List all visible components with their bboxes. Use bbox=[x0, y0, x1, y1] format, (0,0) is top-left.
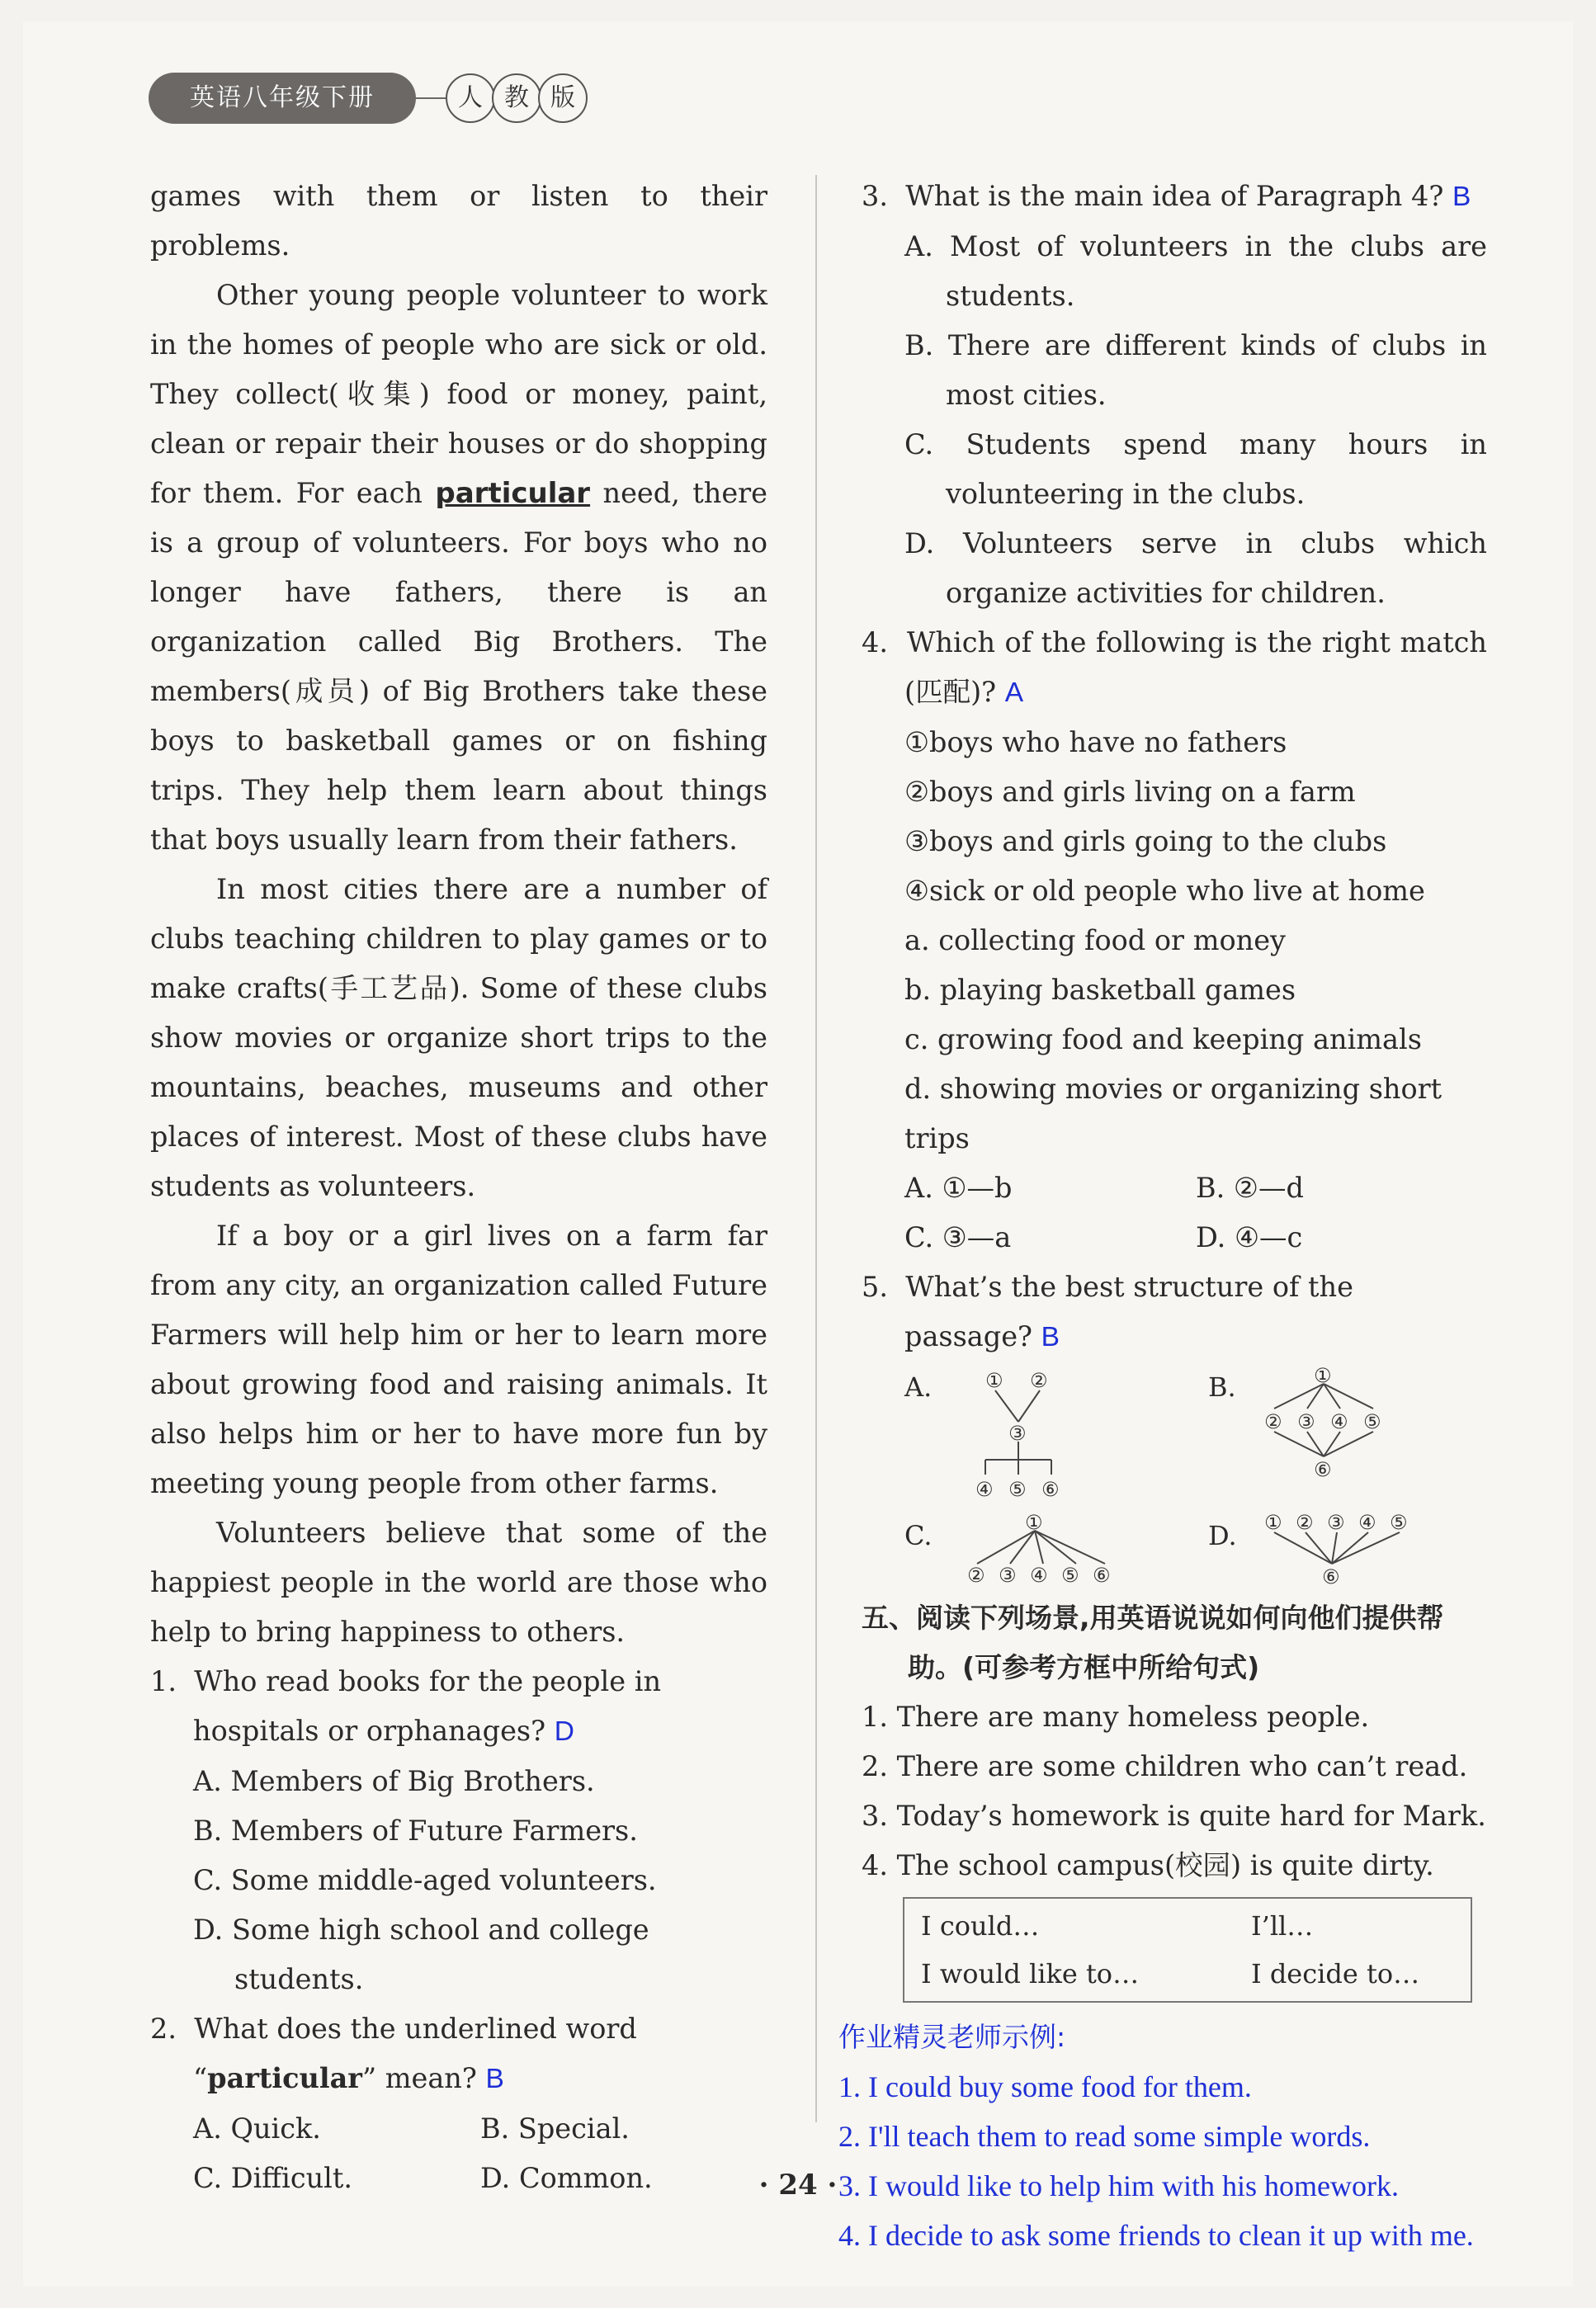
column-divider bbox=[815, 175, 817, 2122]
question-2: 2. What does the underlined word “particular” mean? B bbox=[150, 2013, 637, 2094]
node: ④ bbox=[1330, 1410, 1348, 1433]
structure-diagrams-ab bbox=[862, 1362, 1487, 1511]
node: ① bbox=[1025, 1511, 1043, 1534]
sample-answer-3: 3. I would like to help him with his homework. bbox=[838, 2169, 1399, 2202]
underlined-word: particular bbox=[435, 477, 591, 510]
node: ⑤ bbox=[1363, 1410, 1381, 1433]
question-5: 5. What’s the best structure of the passage? B bbox=[862, 1271, 1353, 1352]
node: ③ bbox=[1297, 1410, 1315, 1433]
q4-item-c: c. growing food and keeping animals bbox=[904, 1023, 1422, 1055]
node: ③ bbox=[999, 1564, 1017, 1587]
q1-option-d: D. Some high school and college students. bbox=[193, 1914, 649, 1995]
node: ② bbox=[1296, 1511, 1314, 1534]
right-column bbox=[838, 172, 1487, 2260]
diagram-label-b: B. bbox=[1208, 1371, 1236, 1403]
sample-answer-2: 2. I'll teach them to read some simple words. bbox=[838, 2120, 1371, 2153]
header bbox=[149, 73, 588, 124]
question-4: 4. Which of the following is the right match (匹配)? A bbox=[862, 626, 1487, 708]
badge-ban: 版 bbox=[538, 73, 588, 123]
node: ⑤ bbox=[1008, 1478, 1027, 1501]
left-column bbox=[150, 172, 767, 2203]
q2-options-row-1: A. Quick. B. Special. bbox=[193, 2112, 630, 2145]
scene-4: 4. The school campus(校园) is quite dirty. bbox=[862, 1849, 1434, 1881]
scene-2: 2. There are some children who can’t read. bbox=[862, 1750, 1468, 1782]
q2-options-row-2: C. Difficult. D. Common. bbox=[193, 2162, 653, 2194]
answer-1: D bbox=[554, 1716, 574, 1747]
q1-option-a: A. Members of Big Brothers. bbox=[193, 1765, 595, 1797]
pattern-3: I would like to… bbox=[921, 1958, 1140, 1989]
diagram-c bbox=[952, 1506, 1117, 1588]
node: ① bbox=[1314, 1364, 1332, 1387]
q4-item-1: ①boys who have no fathers bbox=[904, 726, 1287, 758]
q4-options-row-2: C. ③—a D. ④—c bbox=[904, 1221, 1303, 1253]
sample-answer-4: 4. I decide to ask some friends to clean it up with me. bbox=[838, 2219, 1474, 2252]
node: ③ bbox=[1008, 1422, 1027, 1445]
node: ② bbox=[967, 1564, 985, 1587]
passage-para-4: If a boy or a girl lives on a farm far from any city, an organization called Future Farmers will help him or her to learn more about growing food and raising animals. It also helps him or her to have more fun by meeting young people from other farms. bbox=[150, 1220, 767, 1499]
question-1: 1. Who read books for the people in hospitals or orphanages? D bbox=[150, 1665, 662, 1747]
passage-para-1: games with them or listen to their problems. bbox=[150, 180, 767, 262]
q4-item-b: b. playing basketball games bbox=[904, 974, 1296, 1006]
q3-option-c: C. Students spend many hours in volunteering in the clubs. bbox=[904, 428, 1487, 510]
scene-1: 1. There are many homeless people. bbox=[862, 1701, 1370, 1733]
answer-3: B bbox=[1452, 182, 1471, 212]
structure-diagrams-cd bbox=[862, 1511, 1487, 1593]
passage-para-3: In most cities there are a number of clubs teaching children to play games or to make crafts(手工艺品). Some of these clubs show movies or organize short trips to the mountains, beaches, museums and other places of interest. Most of these clubs have students as volunteers. bbox=[150, 873, 767, 1202]
q4-item-a: a. collecting food or money bbox=[904, 924, 1286, 956]
diagram-a bbox=[961, 1367, 1076, 1508]
passage-para-5: Volunteers believe that some of the happiest people in the world are those who help to bring happiness to others. bbox=[150, 1517, 767, 1648]
node: ② bbox=[1264, 1410, 1282, 1433]
node: ② bbox=[1030, 1369, 1048, 1392]
answer-2: B bbox=[485, 2064, 504, 2094]
sample-title: 作业精灵老师示例: bbox=[838, 2021, 1066, 2053]
node: ⑤ bbox=[1061, 1564, 1079, 1587]
q3-option-b: B. There are different kinds of clubs in most cities. bbox=[904, 329, 1487, 411]
node: ① bbox=[1264, 1511, 1282, 1534]
node: ⑥ bbox=[1041, 1478, 1060, 1501]
diagram-b bbox=[1249, 1362, 1398, 1503]
answer-5: B bbox=[1041, 1322, 1060, 1352]
pattern-1: I could… bbox=[921, 1910, 1040, 1942]
passage-para-2: Other young people volunteer to work in the homes of people who are sick or old. They collect(收集) food or money, paint, clean or repair their houses or do shopping for them. For each particular need, there is a group of volunteers. For boys who no longer have fathers, there is an organization called Big Brothers. The members(成员) of Big Brothers take these boys to basketball games or on fishing trips. They help them learn about things that boys usually learn from their fathers. bbox=[150, 279, 767, 856]
node: ④ bbox=[975, 1478, 994, 1501]
sentence-pattern-box bbox=[903, 1897, 1472, 2003]
node: ⑤ bbox=[1390, 1511, 1408, 1534]
badge-jiao: 教 bbox=[492, 73, 541, 123]
q3-option-a: A. Most of volunteers in the clubs are students. bbox=[904, 230, 1487, 312]
pattern-4: I decide to… bbox=[1251, 1958, 1420, 1989]
question-3: 3. What is the main idea of Paragraph 4? B bbox=[862, 180, 1471, 212]
scene-3: 3. Today’s homework is quite hard for Mark. bbox=[862, 1800, 1486, 1832]
book-title: 英语八年级下册 bbox=[149, 73, 416, 124]
diagram-label-a: A. bbox=[904, 1371, 933, 1403]
q4-item-4: ④sick or old people who live at home bbox=[904, 875, 1425, 907]
node: ⑥ bbox=[1322, 1565, 1340, 1588]
node: ① bbox=[985, 1369, 1003, 1392]
pattern-2: I’ll… bbox=[1251, 1910, 1314, 1942]
diagram-label-c: C. bbox=[904, 1520, 933, 1551]
q4-item-3: ③boys and girls going to the clubs bbox=[904, 825, 1387, 857]
node: ④ bbox=[1358, 1511, 1376, 1534]
sample-answer-1: 1. I could buy some food for them. bbox=[838, 2070, 1252, 2103]
node: ③ bbox=[1327, 1511, 1345, 1534]
q4-item-2: ②boys and girls living on a farm bbox=[904, 776, 1356, 808]
q4-item-d: d. showing movies or organizing short trips bbox=[904, 1073, 1443, 1154]
diagram-d bbox=[1249, 1506, 1423, 1588]
node: ④ bbox=[1030, 1564, 1048, 1587]
section-5-title: 五、阅读下列场景,用英语说说如何向他们提供帮助。(可参考方框中所给句式) bbox=[862, 1602, 1444, 1683]
q3-option-d: D. Volunteers serve in clubs which organize activities for children. bbox=[904, 527, 1487, 609]
diagram-label-d: D. bbox=[1208, 1520, 1237, 1551]
q4-options-row-1: A. ①—b B. ②—d bbox=[904, 1172, 1304, 1204]
answer-4: A bbox=[1004, 677, 1024, 708]
badge-ren: 人 bbox=[446, 73, 495, 123]
node: ⑥ bbox=[1093, 1564, 1111, 1587]
node: ⑥ bbox=[1314, 1458, 1332, 1481]
page-number: · 24 · bbox=[758, 2169, 838, 2202]
header-connector bbox=[416, 97, 449, 99]
q1-option-b: B. Members of Future Farmers. bbox=[193, 1815, 638, 1847]
q1-option-c: C. Some middle-aged volunteers. bbox=[193, 1864, 657, 1896]
